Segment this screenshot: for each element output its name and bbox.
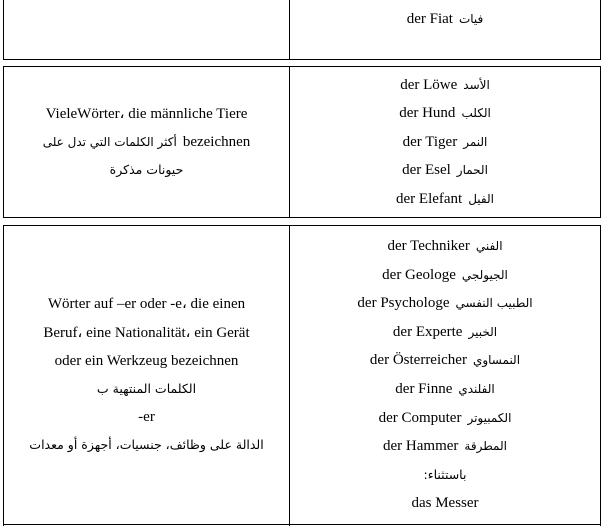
arabic-rule-line: الدالة على وظائف، جنسيات، أجهزة أو معدات <box>29 437 264 453</box>
german-word: der Experte <box>392 323 463 340</box>
german-word: der Techniker <box>387 238 470 255</box>
example-line <box>393 318 497 347</box>
rule-suffix-line: -er <box>138 409 155 426</box>
example-line <box>387 232 502 261</box>
arabic-translation: الفيل <box>468 191 494 206</box>
example-line <box>379 404 512 433</box>
german-word: der Österreicher <box>369 352 467 369</box>
german-rule-text: bezeichnen <box>182 133 251 150</box>
arabic-translation: المطرقة <box>464 439 507 454</box>
german-word: der Finne <box>395 381 453 397</box>
example-line <box>382 261 508 290</box>
arabic-translation: فيات <box>458 11 484 26</box>
arabic-translation: الفني <box>475 239 503 254</box>
example-line <box>399 99 491 128</box>
arabic-translation: الكمبيوتر <box>467 410 512 425</box>
row-border <box>3 59 601 60</box>
german-word: der Elefant <box>396 190 463 207</box>
example-line <box>402 156 488 185</box>
example-line <box>403 128 488 157</box>
arabic-translation: الطبيب النفسي <box>455 296 533 311</box>
german-word: der Fiat <box>406 10 453 27</box>
table-border-right <box>600 225 601 526</box>
row-1-examples-cell <box>290 5 600 33</box>
arabic-translation: النمساوي <box>472 353 521 368</box>
arabic-translation: الخبير <box>468 324 498 339</box>
german-word: der Computer <box>378 409 462 426</box>
row-border <box>3 524 601 525</box>
example-line <box>407 5 484 34</box>
example-line <box>396 185 494 214</box>
example-line <box>395 375 494 404</box>
arabic-translation: الحمار <box>456 163 488 178</box>
example-line <box>400 71 490 100</box>
exception-word: das Messer <box>411 495 479 512</box>
arabic-translation: الكلب <box>461 106 491 121</box>
row-3-examples-cell <box>290 226 600 524</box>
rule-text-line: Wörter auf –er oder -e، die einen <box>47 296 246 313</box>
example-line <box>357 289 532 318</box>
row-3-description-cell <box>4 226 289 524</box>
rule-text-line: oder ein Werkzeug bezeichnen <box>54 352 239 369</box>
row-2-description-cell <box>4 67 289 217</box>
german-word: der Löwe <box>400 76 458 93</box>
exception-label: باستثناء: <box>423 466 467 482</box>
german-word: der Hund <box>399 105 456 122</box>
german-word: der Psychologe <box>357 295 450 312</box>
german-word: der Hammer <box>383 438 459 455</box>
rule-text-line <box>43 128 251 156</box>
table-border-right <box>600 66 601 218</box>
table-border-right <box>600 0 601 60</box>
row-2-examples-cell <box>290 67 600 217</box>
row-border <box>3 217 601 218</box>
rule-text-line: VieleWörter، die männliche Tiere <box>45 105 248 122</box>
arabic-translation: الجيولجي <box>461 267 508 282</box>
example-line <box>383 432 507 461</box>
arabic-rule-line: الكلمات المنتهية ب <box>96 381 197 396</box>
rule-text-line: Beruf، eine Nationalität، ein Gerät <box>43 324 250 341</box>
arabic-translation: الأسد <box>463 77 490 92</box>
arabic-translation: النمر <box>463 134 488 149</box>
row-1-description-cell <box>4 0 289 59</box>
arabic-translation: الفلندي <box>458 382 495 396</box>
german-word: der Tiger <box>402 133 458 150</box>
example-line <box>370 346 520 375</box>
german-word: der Esel <box>402 162 451 179</box>
arabic-rule-line: حيونات مذكرة <box>109 162 184 178</box>
arabic-rule-text: أكثر الكلمات التي تدل على <box>42 134 177 149</box>
german-word: der Geologe <box>382 266 456 283</box>
